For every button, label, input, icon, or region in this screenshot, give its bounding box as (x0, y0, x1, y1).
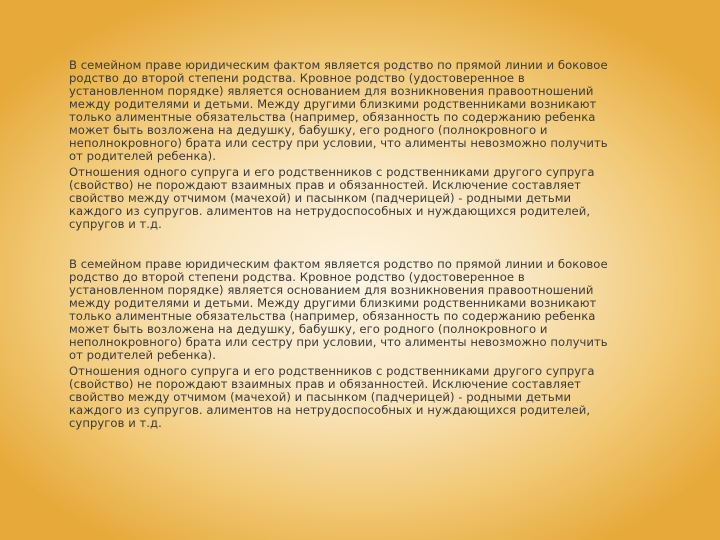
paragraph-affinity-1: Отношения одного супруга и его родственников с родственниками другого супруга (свойство) не порождают взаимных прав и обязанностей. Исключение составляет свойство между отчимом (мачехой) и пасынком (падчерицей) - родными детьми каждого из супругов. алиментов на нетрудоспособных и нуждающихся родителей, супругов и т.д. (69, 165, 595, 231)
slide-text-body (69, 59, 659, 430)
paragraph-kinship-1: В семейном праве юридическим фактом является родство по прямой линии и боковое родство до второй степени родства. Кровное родство (удостоверенное в установленном порядке) является основанием для возникновения правоотношений между родителями и детьми. Между другими близкими родственниками возникают только алиментные обязательства (например, обязанность по содержанию ребенка может быть возложена на дедушку, бабушку, его родного (полнокровного и неполнокровного) брата или сестру при условии, что алименты невозможно получить от родителей ребенка). (69, 58, 608, 163)
paragraph-kinship-2: В семейном праве юридическим фактом является родство по прямой линии и боковое родство до второй степени родства. Кровное родство (удостоверенное в установленном порядке) является основанием для возникновения правоотношений между родителями и детьми. Между другими близкими родственниками возникают только алиментные обязательства (например, обязанность по содержанию ребенка может быть возложена на дедушку, бабушку, его родного (полнокровного и неполнокровного) брата или сестру при условии, что алименты невозможно получить от родителей ребенка). (69, 257, 608, 362)
paragraph-affinity-2: Отношения одного супруга и его родственников с родственниками другого супруга (свойство) не порождают взаимных прав и обязанностей. Исключение составляет свойство между отчимом (мачехой) и пасынком (падчерицей) - родными детьми каждого из супругов. алиментов на нетрудоспособных и нуждающихся родителей, супругов и т.д. (69, 364, 595, 430)
